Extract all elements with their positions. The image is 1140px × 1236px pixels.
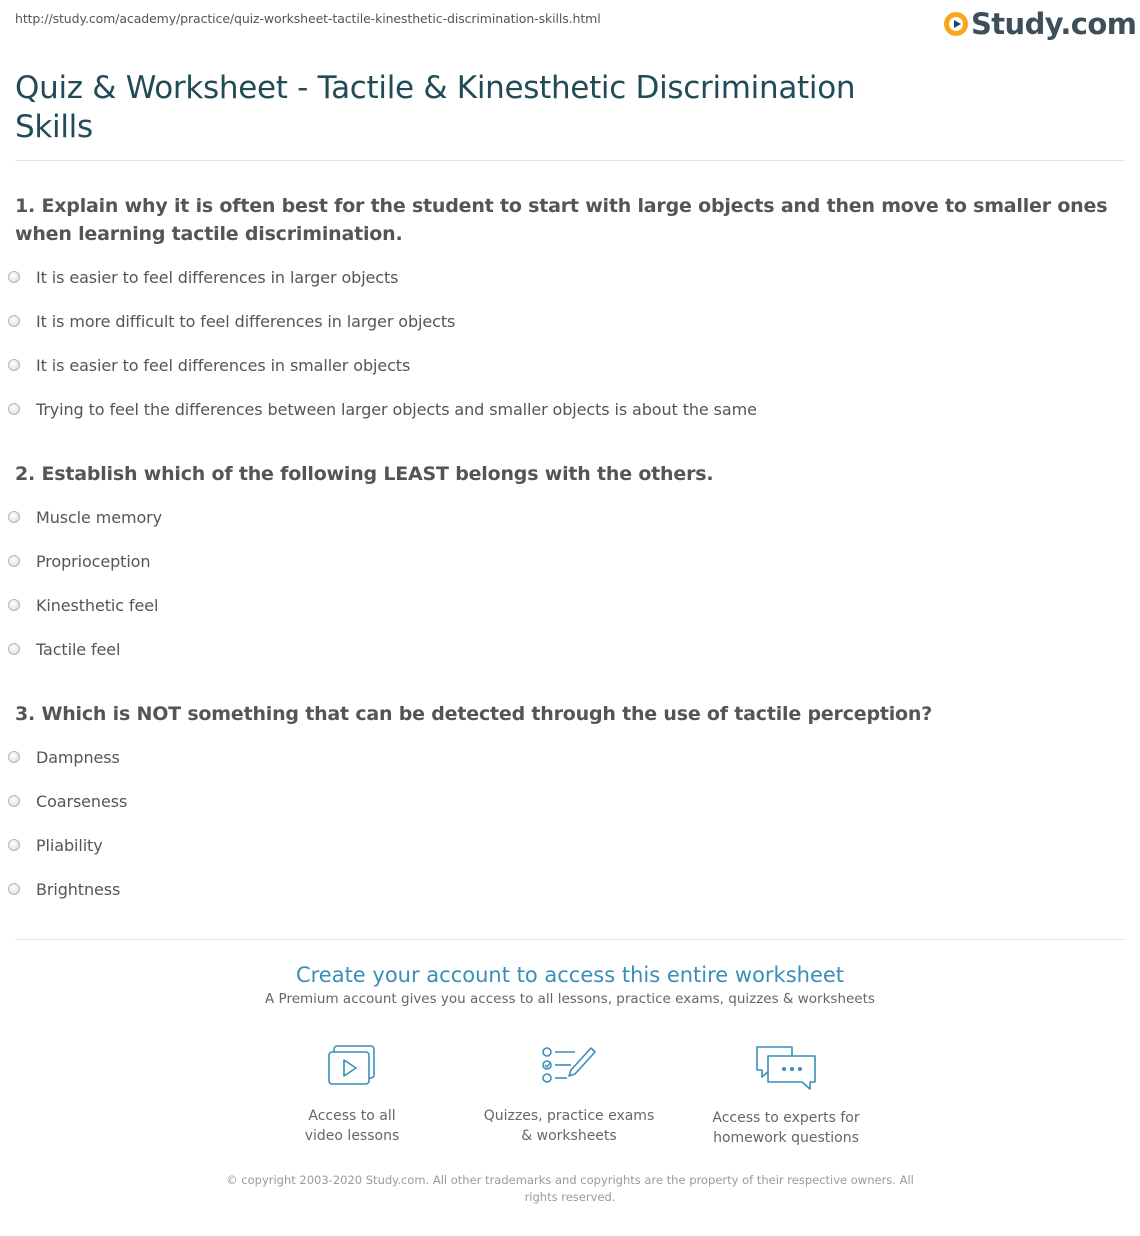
answer-option[interactable] (8, 637, 120, 661)
feature-video-lessons (252, 1044, 452, 1146)
feature-quizzes (469, 1044, 669, 1146)
question-2 (15, 460, 1115, 488)
top-bar (0, 0, 1140, 50)
answer-label: It is easier to feel differences in larger objects (36, 267, 399, 287)
answer-option[interactable] (8, 745, 120, 769)
answer-option[interactable] (8, 593, 158, 617)
question-3 (15, 700, 1115, 728)
play-circle-logo-icon (944, 12, 968, 36)
radio-button-icon[interactable] (8, 599, 20, 611)
answer-option[interactable] (8, 877, 120, 901)
logo-text: Study.com (971, 7, 1137, 41)
question-text: 1. Explain why it is often best for the student to start with large objects and then move to smaller ones when learning tactile discrimination. (15, 195, 1108, 245)
radio-button-icon[interactable] (8, 795, 20, 807)
answer-option[interactable] (8, 789, 127, 813)
answer-option[interactable] (8, 833, 103, 857)
radio-button-icon[interactable] (8, 751, 20, 763)
radio-button-icon[interactable] (8, 883, 20, 895)
answer-option[interactable] (8, 353, 410, 377)
feature-label-line: & worksheets (521, 1128, 617, 1144)
answer-label: Kinesthetic feel (36, 595, 159, 615)
page-url: http://study.com/academy/practice/quiz-worksheet-tactile-kinesthetic-discrimination-skills.html (15, 11, 601, 26)
question-text: 2. Establish which of the following LEAST belongs with the others. (15, 463, 714, 485)
answer-option[interactable] (8, 549, 150, 573)
answer-option[interactable] (8, 397, 757, 421)
question-1 (15, 192, 1115, 248)
answer-label: Proprioception (36, 551, 151, 571)
signup-cta (0, 962, 1140, 1007)
answer-label: Pliability (36, 835, 103, 855)
answer-label: Tactile feel (36, 639, 121, 659)
cta-subtitle: A Premium account gives you access to all lessons, practice exams, quizzes & worksheets (265, 991, 875, 1007)
radio-button-icon[interactable] (8, 403, 20, 415)
answer-label: Brightness (36, 879, 121, 899)
answer-label: Coarseness (36, 791, 128, 811)
answer-label: Trying to feel the differences between larger objects and smaller objects is about the same (36, 399, 757, 419)
question-text: 3. Which is NOT something that can be detected through the use of tactile perception? (15, 703, 933, 725)
video-lessons-icon (326, 1044, 378, 1088)
feature-label-line: Access to all (308, 1108, 396, 1124)
chat-bubbles-icon (754, 1044, 818, 1090)
radio-button-icon[interactable] (8, 315, 20, 327)
quiz-checklist-icon (541, 1044, 597, 1088)
radio-button-icon[interactable] (8, 359, 20, 371)
page-title: Quiz & Worksheet - Tactile & Kinesthetic Discrimination Skills (15, 70, 856, 145)
radio-button-icon[interactable] (8, 839, 20, 851)
radio-button-icon[interactable] (8, 555, 20, 567)
feature-experts (686, 1044, 886, 1148)
radio-button-icon[interactable] (8, 271, 20, 283)
create-account-link[interactable]: Create your account to access this entire worksheet (295, 963, 845, 987)
feature-label-line: video lessons (304, 1128, 400, 1144)
answer-option[interactable] (8, 265, 398, 289)
radio-button-icon[interactable] (8, 511, 20, 523)
answer-option[interactable] (8, 505, 162, 529)
answer-label: It is easier to feel differences in smaller objects (36, 355, 411, 375)
title-divider (15, 160, 1125, 161)
feature-label-line: Access to experts for (712, 1110, 860, 1126)
answer-label: Dampness (36, 747, 120, 767)
feature-label-line: Quizzes, practice exams (483, 1108, 655, 1124)
study-logo[interactable] (944, 9, 1136, 39)
footer-copyright: © copyright 2003-2020 Study.com. All other trademarks and copyrights are the property of their respective owners. All rights reserved. (226, 1173, 914, 1204)
radio-button-icon[interactable] (8, 643, 20, 655)
answer-label: It is more difficult to feel differences in larger objects (36, 311, 456, 331)
feature-label-line: homework questions (713, 1130, 859, 1146)
answer-label: Muscle memory (36, 507, 163, 527)
questions-divider (15, 939, 1125, 940)
answer-option[interactable] (8, 309, 455, 333)
